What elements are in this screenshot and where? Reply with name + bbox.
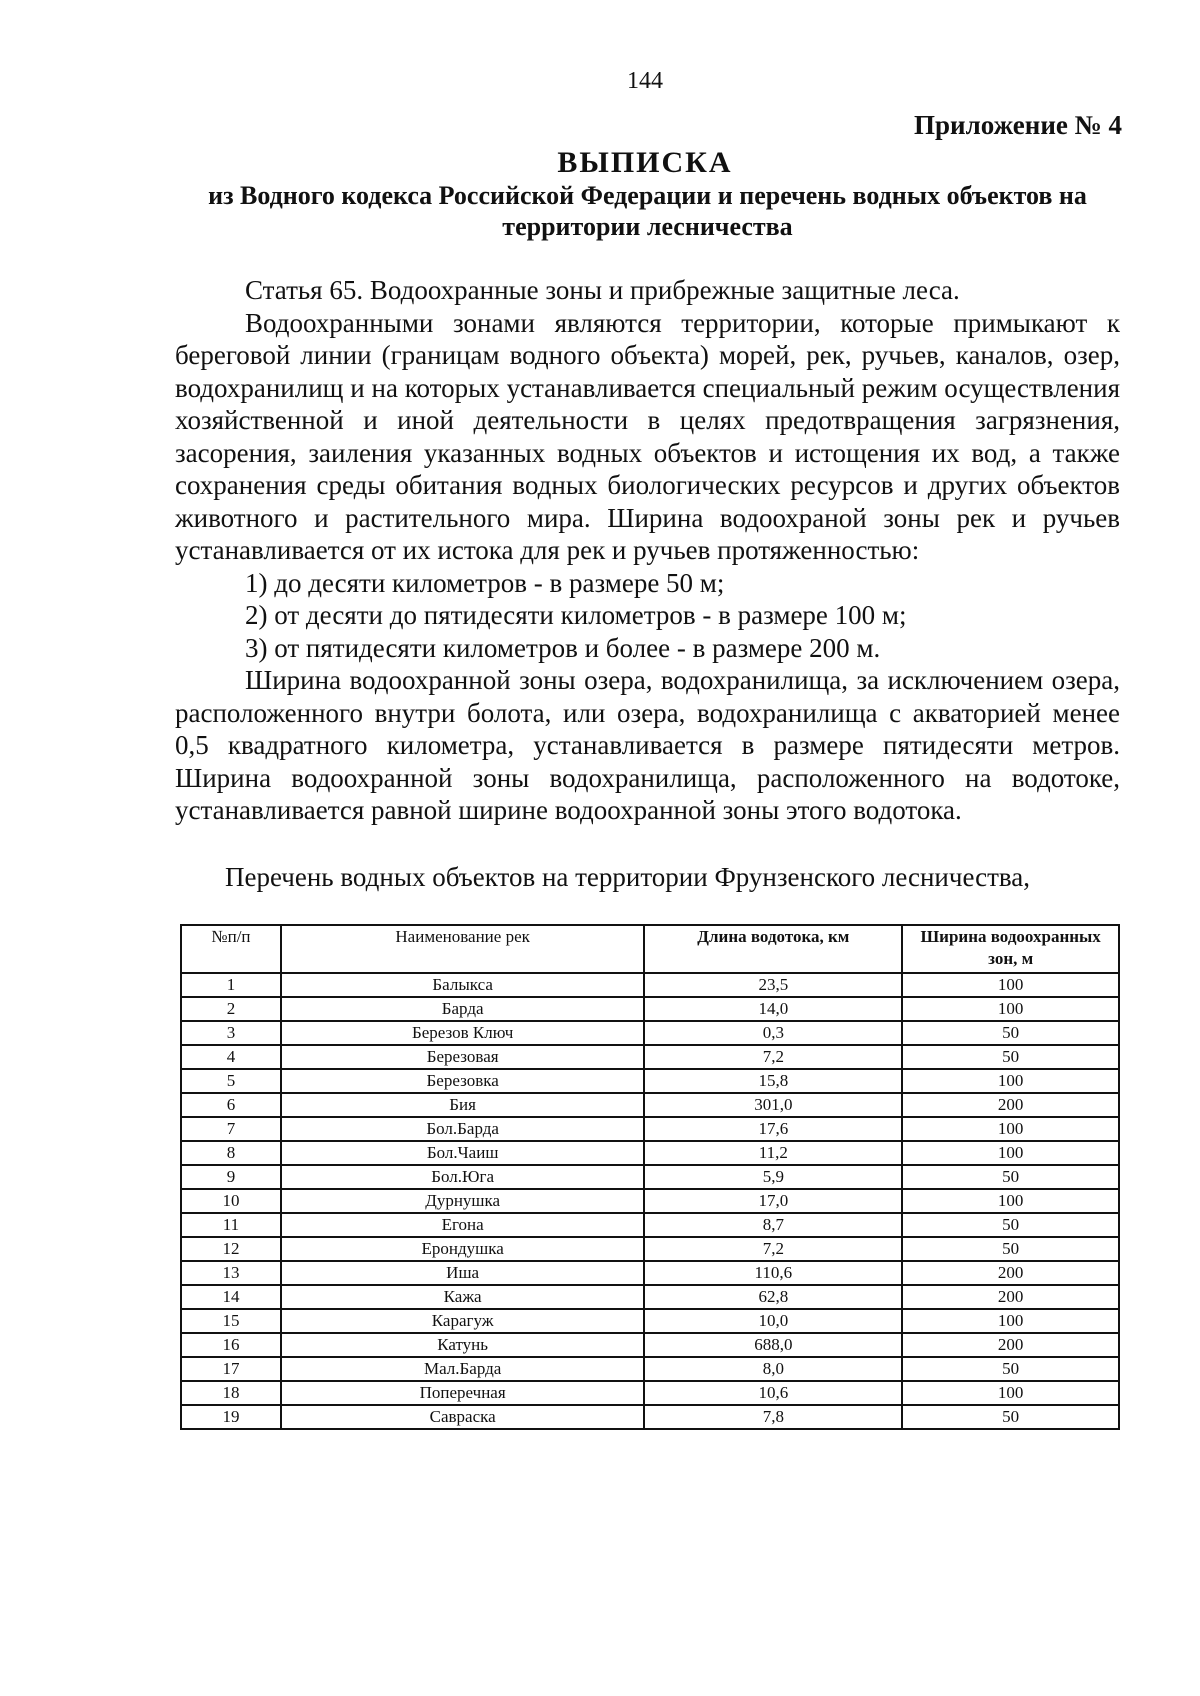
header-length: Длина водотока, км <box>644 925 902 973</box>
cell-length: 0,3 <box>644 1021 902 1045</box>
cell-river-name: Барда <box>281 997 644 1021</box>
table-row <box>181 1357 1119 1381</box>
cell-number: 18 <box>181 1381 281 1405</box>
cell-zone-width: 50 <box>902 1213 1119 1237</box>
table-row <box>181 1141 1119 1165</box>
cell-zone-width: 50 <box>902 1165 1119 1189</box>
cell-number: 14 <box>181 1285 281 1309</box>
cell-river-name: Катунь <box>281 1333 644 1357</box>
cell-river-name: Бол.Юга <box>281 1165 644 1189</box>
cell-number: 9 <box>181 1165 281 1189</box>
cell-zone-width: 100 <box>902 1069 1119 1093</box>
cell-zone-width: 100 <box>902 997 1119 1021</box>
table-row <box>181 1093 1119 1117</box>
cell-length: 11,2 <box>644 1141 902 1165</box>
cell-number: 15 <box>181 1309 281 1333</box>
cell-river-name: Березов Ключ <box>281 1021 644 1045</box>
cell-length: 15,8 <box>644 1069 902 1093</box>
header-river-name: Наименование рек <box>281 925 644 973</box>
cell-river-name: Карагуж <box>281 1309 644 1333</box>
rivers-table-body <box>181 973 1119 1429</box>
article-heading: Статья 65. Водоохранные зоны и прибрежные защитные леса. <box>245 275 960 305</box>
cell-number: 7 <box>181 1117 281 1141</box>
table-row <box>181 1405 1119 1429</box>
cell-number: 6 <box>181 1093 281 1117</box>
rivers-table <box>180 924 1120 1430</box>
cell-length: 10,6 <box>644 1381 902 1405</box>
cell-length: 14,0 <box>644 997 902 1021</box>
cell-river-name: Березовка <box>281 1069 644 1093</box>
appendix-label: Приложение № 4 <box>914 110 1122 140</box>
cell-number: 16 <box>181 1333 281 1357</box>
cell-zone-width: 200 <box>902 1333 1119 1357</box>
table-header-row <box>181 925 1119 973</box>
cell-number: 17 <box>181 1357 281 1381</box>
cell-length: 17,0 <box>644 1189 902 1213</box>
cell-river-name: Бол.Барда <box>281 1117 644 1141</box>
cell-river-name: Поперечная <box>281 1381 644 1405</box>
table-row <box>181 1309 1119 1333</box>
cell-length: 8,7 <box>644 1213 902 1237</box>
cell-length: 688,0 <box>644 1333 902 1357</box>
cell-number: 19 <box>181 1405 281 1429</box>
cell-number: 2 <box>181 997 281 1021</box>
table-row <box>181 1237 1119 1261</box>
header-number: №п/п <box>181 925 281 973</box>
table-row <box>181 997 1119 1021</box>
cell-zone-width: 100 <box>902 1141 1119 1165</box>
cell-length: 5,9 <box>644 1165 902 1189</box>
cell-zone-width: 100 <box>902 1309 1119 1333</box>
table-row <box>181 1333 1119 1357</box>
table-row <box>181 1381 1119 1405</box>
table-row <box>181 1165 1119 1189</box>
cell-river-name: Мал.Барда <box>281 1357 644 1381</box>
cell-zone-width: 200 <box>902 1093 1119 1117</box>
cell-river-name: Ерондушка <box>281 1237 644 1261</box>
cell-river-name: Балыкса <box>281 973 644 997</box>
cell-river-name: Дурнушка <box>281 1189 644 1213</box>
cell-river-name: Иша <box>281 1261 644 1285</box>
cell-river-name: Березовая <box>281 1045 644 1069</box>
cell-number: 4 <box>181 1045 281 1069</box>
list-item: 1) до десяти километров - в размере 50 м; <box>245 567 725 598</box>
cell-number: 8 <box>181 1141 281 1165</box>
cell-river-name: Савраска <box>281 1405 644 1429</box>
cell-zone-width: 200 <box>902 1261 1119 1285</box>
table-row <box>181 1285 1119 1309</box>
list-item: 3) от пятидесяти километров и более - в размере 200 м. <box>245 632 881 663</box>
cell-zone-width: 50 <box>902 1405 1119 1429</box>
cell-number: 1 <box>181 973 281 997</box>
table-row <box>181 1069 1119 1093</box>
table-row <box>181 1117 1119 1141</box>
table-row <box>181 973 1119 997</box>
cell-length: 23,5 <box>644 973 902 997</box>
cell-zone-width: 50 <box>902 1237 1119 1261</box>
cell-length: 7,2 <box>644 1045 902 1069</box>
cell-length: 7,8 <box>644 1405 902 1429</box>
cell-number: 11 <box>181 1213 281 1237</box>
cell-zone-width: 100 <box>902 973 1119 997</box>
cell-zone-width: 50 <box>902 1021 1119 1045</box>
table-row <box>181 1021 1119 1045</box>
cell-zone-width: 100 <box>902 1189 1119 1213</box>
rivers-list-title: Перечень водных объектов на территории Фрунзенского лесничества, <box>225 862 1031 892</box>
header-zone-width: Ширина водоохранных зон, м <box>902 925 1119 973</box>
paragraph-water-zones: Водоохранными зонами являются территории, которые примыкают к береговой линии (границам водного объекта) морей, рек, ручьев, каналов, озер, водохранилищ и на которых устанавливается специальный режим осуществления хозяйственной и иной деятельности в целях предотвращения загрязнения, засорения, заиления указанных водных объектов и истощения их вод, а также сохранения среды обитания водных биологических ресурсов и других объектов животного и растительного мира. Ширина водоохраной зоны рек и ручьев устанавливается от их истока для рек и ручьев протяженностью: <box>175 307 1120 565</box>
cell-number: 5 <box>181 1069 281 1093</box>
cell-length: 10,0 <box>644 1309 902 1333</box>
table-row <box>181 1189 1119 1213</box>
cell-zone-width: 100 <box>902 1381 1119 1405</box>
paragraph-lake-zones: Ширина водоохранной зоны озера, водохранилища, за исключением озера, расположенного внутри болота, или озера, водохранилища с акваторией менее 0,5 квадратного километра, устанавливается в размере пятидесяти метров. Ширина водоохранной зоны водохранилища, расположенного на водотоке, устанавливается равной ширине водоохранной зоны этого водотока. <box>175 665 1120 825</box>
table-row <box>181 1213 1119 1237</box>
cell-length: 17,6 <box>644 1117 902 1141</box>
cell-river-name: Бол.Чаиш <box>281 1141 644 1165</box>
cell-zone-width: 50 <box>902 1045 1119 1069</box>
cell-number: 10 <box>181 1189 281 1213</box>
cell-length: 7,2 <box>644 1237 902 1261</box>
cell-river-name: Егона <box>281 1213 644 1237</box>
cell-length: 301,0 <box>644 1093 902 1117</box>
cell-zone-width: 100 <box>902 1117 1119 1141</box>
page-number: 144 <box>627 68 663 94</box>
cell-number: 13 <box>181 1261 281 1285</box>
document-title: ВЫПИСКА <box>557 146 733 179</box>
document-body <box>175 274 1120 827</box>
cell-river-name: Кажа <box>281 1285 644 1309</box>
cell-zone-width: 200 <box>902 1285 1119 1309</box>
cell-length: 8,0 <box>644 1357 902 1381</box>
document-subtitle: из Водного кодекса Российской Федерации и перечень водных объектов на территории лесничества <box>208 181 1087 241</box>
cell-zone-width: 50 <box>902 1357 1119 1381</box>
cell-number: 3 <box>181 1021 281 1045</box>
cell-river-name: Бия <box>281 1093 644 1117</box>
cell-length: 62,8 <box>644 1285 902 1309</box>
cell-length: 110,6 <box>644 1261 902 1285</box>
cell-number: 12 <box>181 1237 281 1261</box>
list-item: 2) от десяти до пятидесяти километров - в размере 100 м; <box>245 600 907 630</box>
table-row <box>181 1045 1119 1069</box>
table-row <box>181 1261 1119 1285</box>
